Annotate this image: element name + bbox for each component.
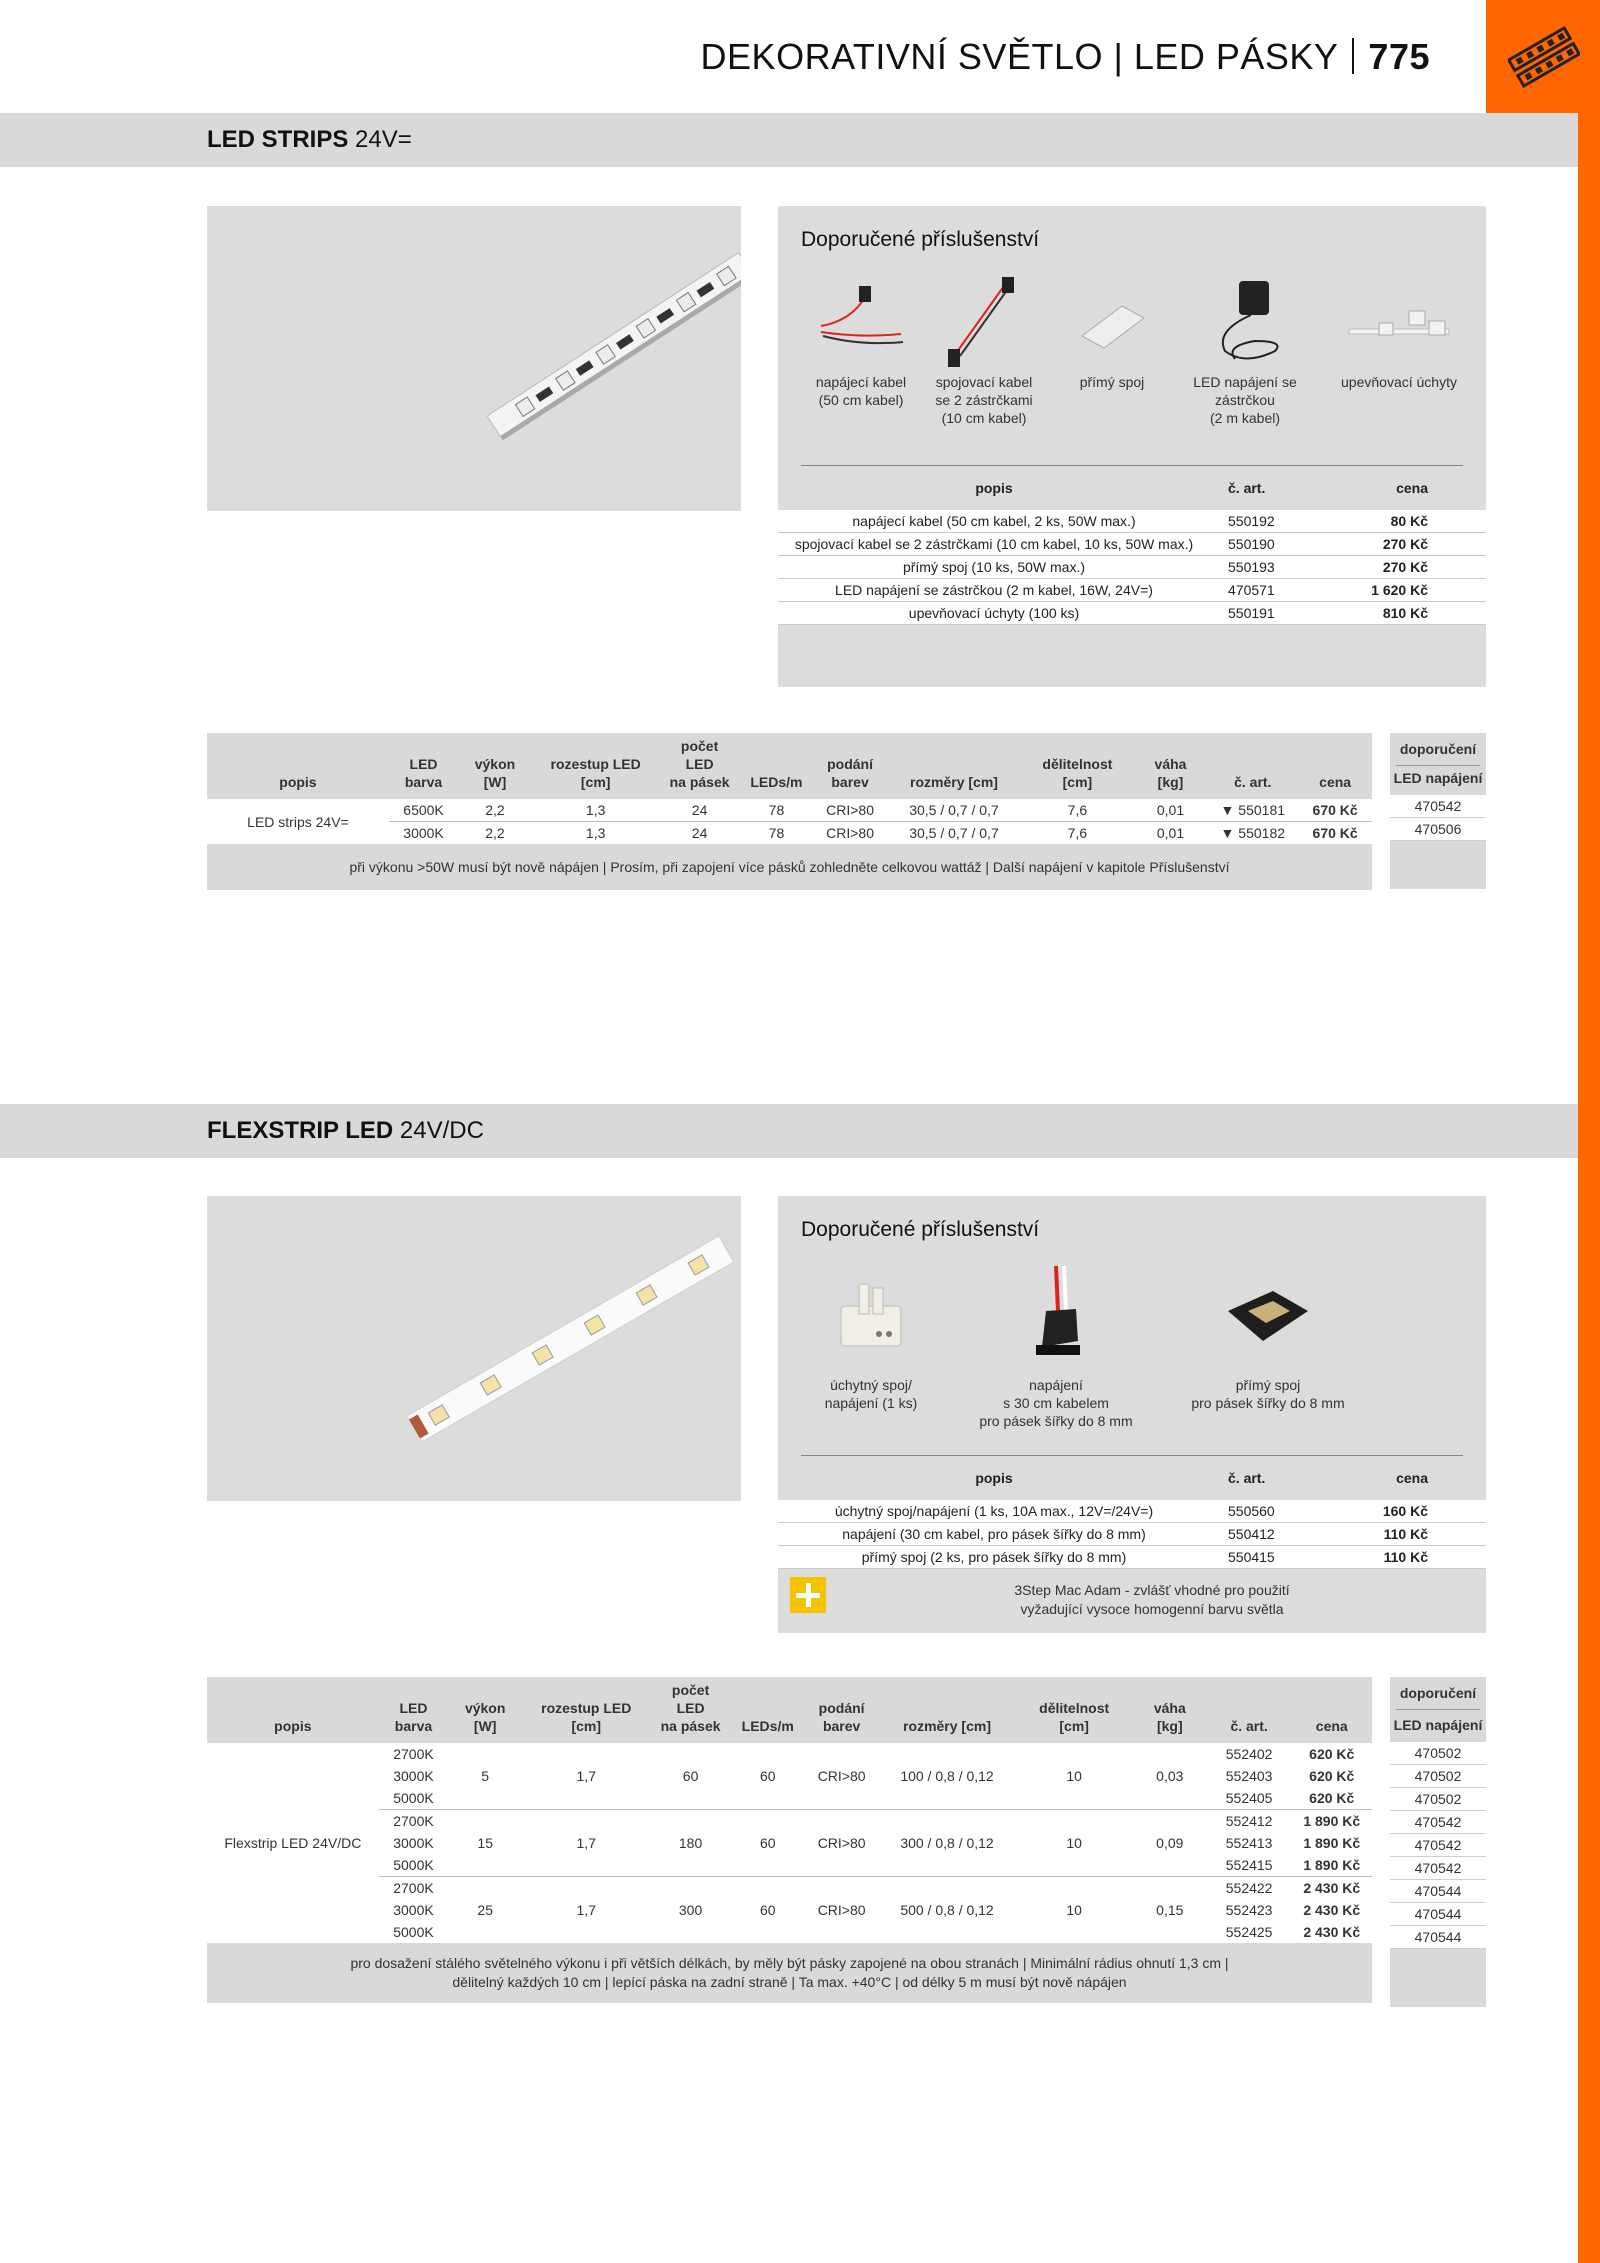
col-header: rozměry [cm] (887, 733, 1021, 799)
accessory-label: napájení s 30 cm kabelem pro pásek šířky do 8 mm (979, 1377, 1133, 1429)
table-row: 5000K 552405 620 Kč (207, 1787, 1372, 1810)
accessories-title: Doporučené příslušenství (801, 1218, 1040, 1241)
macadam-icon (790, 1577, 826, 1613)
connecting-cable-icon (934, 271, 1034, 371)
accessory-straight-connector (1168, 1256, 1368, 1412)
accessories-title: Doporučené příslušenství (801, 228, 1040, 251)
col-header: počet LED na pásek (660, 733, 740, 799)
product-name: LED strips 24V= (207, 799, 389, 844)
accessory-connecting-cable (924, 268, 1044, 427)
accessory-label: LED napájení se zástrčkou (2 m kabel) (1193, 374, 1297, 426)
col-header: rozestup LED [cm] (522, 1677, 650, 1743)
accessory-label: přímý spoj (1079, 374, 1145, 390)
table-row: LED strips 24V= 6500K 2,2 1,3 24 78 CRI>80 30,5 / 0,7 / 0,7 7,6 0,01 ▼ 550181 670 Kč (207, 799, 1372, 822)
product-name: Flexstrip LED 24V/DC (207, 1743, 379, 1943)
table-row: 3000K 2,2 1,3 24 78 CRI>80 30,5 / 0,7 / 0,7 7,6 0,01 ▼ 550182 670 Kč (207, 822, 1372, 845)
page-edge-bar (1578, 113, 1600, 2263)
table-row: úchytný spoj/napájení (1 ks, 10A max., 12V=/24V=) 550560 160 Kč (778, 1500, 1486, 1523)
mounting-clip-icon (1339, 281, 1459, 361)
table-row: přímý spoj (10 ks, 50W max.) 550193 270 Kč (778, 556, 1486, 579)
accessory-label: přímý spoj pro pásek šířky do 8 mm (1191, 1377, 1345, 1411)
col-popis: popis (975, 1470, 1013, 1486)
table-row: 3000K 552403 620 Kč (207, 1765, 1372, 1787)
col-header: váha [kg] (1133, 1677, 1207, 1743)
table-row: LED napájení se zástrčkou (2 m kabel, 16W, 24V=) 470571 1 620 Kč (778, 579, 1486, 602)
product-photo-led-strip (207, 206, 741, 511)
table-row: 5000K 552415 1 890 Kč (207, 1854, 1372, 1877)
accessory-clip-connector (801, 1256, 941, 1412)
table-row: přímý spoj (2 ks, pro pásek šířky do 8 mm) 550415 110 Kč (778, 1546, 1486, 1569)
col-header: výkon [W] (448, 1677, 522, 1743)
recommend-value: 470542 (1390, 795, 1486, 818)
accessories-divider (801, 465, 1463, 466)
accessory-straight-joint (1057, 268, 1167, 391)
table-row: upevňovací úchyty (100 ks) 550191 810 Kč (778, 602, 1486, 625)
power-cable-icon (811, 276, 911, 366)
col-header: počet LED na pásek (650, 1677, 730, 1743)
recommend-value: 470542 (1390, 1857, 1486, 1880)
col-header: podání barev (805, 1677, 879, 1743)
straight-connector-icon (1218, 1271, 1318, 1361)
section-header-led-strips (0, 113, 1578, 167)
macadam-note: 3Step Mac Adam - zvlášť vhodné pro použití vyžadující vysoce homogenní barvu světla (1014, 1582, 1290, 1617)
table-row: 3000K 552413 1 890 Kč (207, 1832, 1372, 1854)
col-art: č. art. (1228, 1470, 1266, 1486)
accessory-power-lead (956, 1256, 1156, 1430)
spec-table-flexstrip (207, 1677, 1372, 2003)
section-subtitle: 24V/DC (393, 1117, 484, 1144)
accessories-panel-2 (778, 1196, 1486, 1633)
spec-table-led-strips (207, 733, 1372, 890)
table-row: Flexstrip LED 24V/DC 2700K 5 1,7 60 60 CRI>80 100 / 0,8 / 0,12 10 0,03 552402 620 Kč (207, 1743, 1372, 1765)
col-header: cena (1298, 733, 1372, 799)
table-row: napájení (30 cm kabel, pro pásek šířky do 8 mm) 550412 110 Kč (778, 1523, 1486, 1546)
page-header (701, 36, 1430, 78)
recommend-value: 470544 (1390, 1903, 1486, 1926)
col-header: dělitelnost [cm] (1021, 733, 1134, 799)
accessory-label: upevňovací úchyty (1341, 374, 1457, 390)
recommend-subheading: LED napájení (1393, 770, 1483, 786)
col-header: váha [kg] (1134, 733, 1208, 799)
accessory-led-power-supply (1178, 268, 1312, 427)
power-lead-icon (1006, 1261, 1106, 1371)
page-number: 775 (1368, 36, 1430, 77)
accessories-panel-1 (778, 206, 1486, 687)
recommendation-box-1 (1390, 733, 1486, 889)
col-art: č. art. (1228, 480, 1266, 496)
col-header: LED barva (379, 1677, 449, 1743)
header-title: DEKORATIVNÍ SVĚTLO | LED PÁSKY (700, 36, 1339, 77)
recommend-value: 470502 (1390, 1765, 1486, 1788)
table-row: 5000K 552425 2 430 Kč (207, 1921, 1372, 1943)
col-header: cena (1292, 1677, 1373, 1743)
col-header: č. art. (1207, 733, 1298, 799)
accessory-power-cable (801, 268, 921, 409)
section-title: LED STRIPS (207, 126, 349, 153)
recommend-value: 470542 (1390, 1834, 1486, 1857)
recommend-value: 470506 (1390, 818, 1486, 841)
col-header: výkon [W] (458, 733, 532, 799)
clip-connector-icon (821, 1266, 921, 1366)
accessory-label: úchytný spoj/ napájení (1 ks) (824, 1377, 918, 1411)
col-header: popis (207, 1677, 379, 1743)
table-row: 2700K 25 1,7 300 60 CRI>80 500 / 0,8 / 0,12 10 0,15 552422 2 430 Kč (207, 1877, 1372, 1900)
section-header-flexstrip (0, 1104, 1578, 1158)
col-header: popis (207, 733, 389, 799)
col-header: č. art. (1207, 1677, 1292, 1743)
recommend-value: 470502 (1390, 1788, 1486, 1811)
power-adapter-icon (1195, 271, 1295, 371)
table-row: napájecí kabel (50 cm kabel, 2 ks, 50W max.) 550192 80 Kč (778, 510, 1486, 533)
recommendation-box-2 (1390, 1677, 1486, 2007)
led-strip-icon (1508, 22, 1580, 92)
product-photo-flexstrip (207, 1196, 741, 1501)
section-subtitle: 24V= (348, 126, 412, 153)
accessory-label: napájecí kabel (50 cm kabel) (815, 374, 907, 408)
col-price: cena (1396, 480, 1428, 496)
recommend-value: 470544 (1390, 1926, 1486, 1949)
accessories-divider (801, 1455, 1463, 1456)
col-popis: popis (975, 480, 1013, 496)
accessories-table-1 (778, 474, 1486, 625)
recommend-heading: doporučení (1399, 1685, 1477, 1701)
col-price: cena (1396, 1470, 1428, 1486)
table-row: 2700K 15 1,7 180 60 CRI>80 300 / 0,8 / 0,12 10 0,09 552412 1 890 Kč (207, 1810, 1372, 1833)
table-row: 3000K 552423 2 430 Kč (207, 1899, 1372, 1921)
col-header: podání barev (813, 733, 887, 799)
accessory-label: spojovací kabel se 2 zástrčkami (10 cm kabel) (935, 374, 1033, 426)
table-note: při výkonu >50W musí být nově nápájen | Prosím, při zapojení více pásků zohledněte celkovou wattáž | Další napájení v kapitole Příslušenství (207, 844, 1372, 890)
col-header: dělitelnost [cm] (1015, 1677, 1132, 1743)
accessories-table-2 (778, 1464, 1486, 1569)
table-row: spojovací kabel se 2 zástrčkami (10 cm kabel, 10 ks, 50W max.) 550190 270 Kč (778, 533, 1486, 556)
accessory-mounting-clips (1329, 268, 1469, 391)
recommend-value: 470542 (1390, 1811, 1486, 1834)
recommend-value: 470502 (1390, 1742, 1486, 1765)
col-header: LED barva (389, 733, 458, 799)
recommend-heading: doporučení (1399, 741, 1477, 757)
recommend-value: 470544 (1390, 1880, 1486, 1903)
col-header: rozměry [cm] (879, 1677, 1016, 1743)
straight-joint-icon (1072, 286, 1152, 356)
col-header: LEDs/m (740, 733, 814, 799)
section-title: FLEXSTRIP LED (207, 1117, 394, 1144)
col-header: rozestup LED [cm] (532, 733, 660, 799)
col-header: LEDs/m (731, 1677, 805, 1743)
header-divider (1352, 38, 1354, 74)
table-note: pro dosažení stálého světelného výkonu i při větších délkách, by měly být pásky zapojené na obou stranách | Minimální rádius ohnutí 1,3 cm | dělitelný každých 10 cm | lepící páska na zadní straně | Ta max. +40°C | od délky 5 m musí být nově nápájen (207, 1943, 1372, 2003)
recommend-subheading: LED napájení (1393, 1717, 1483, 1733)
